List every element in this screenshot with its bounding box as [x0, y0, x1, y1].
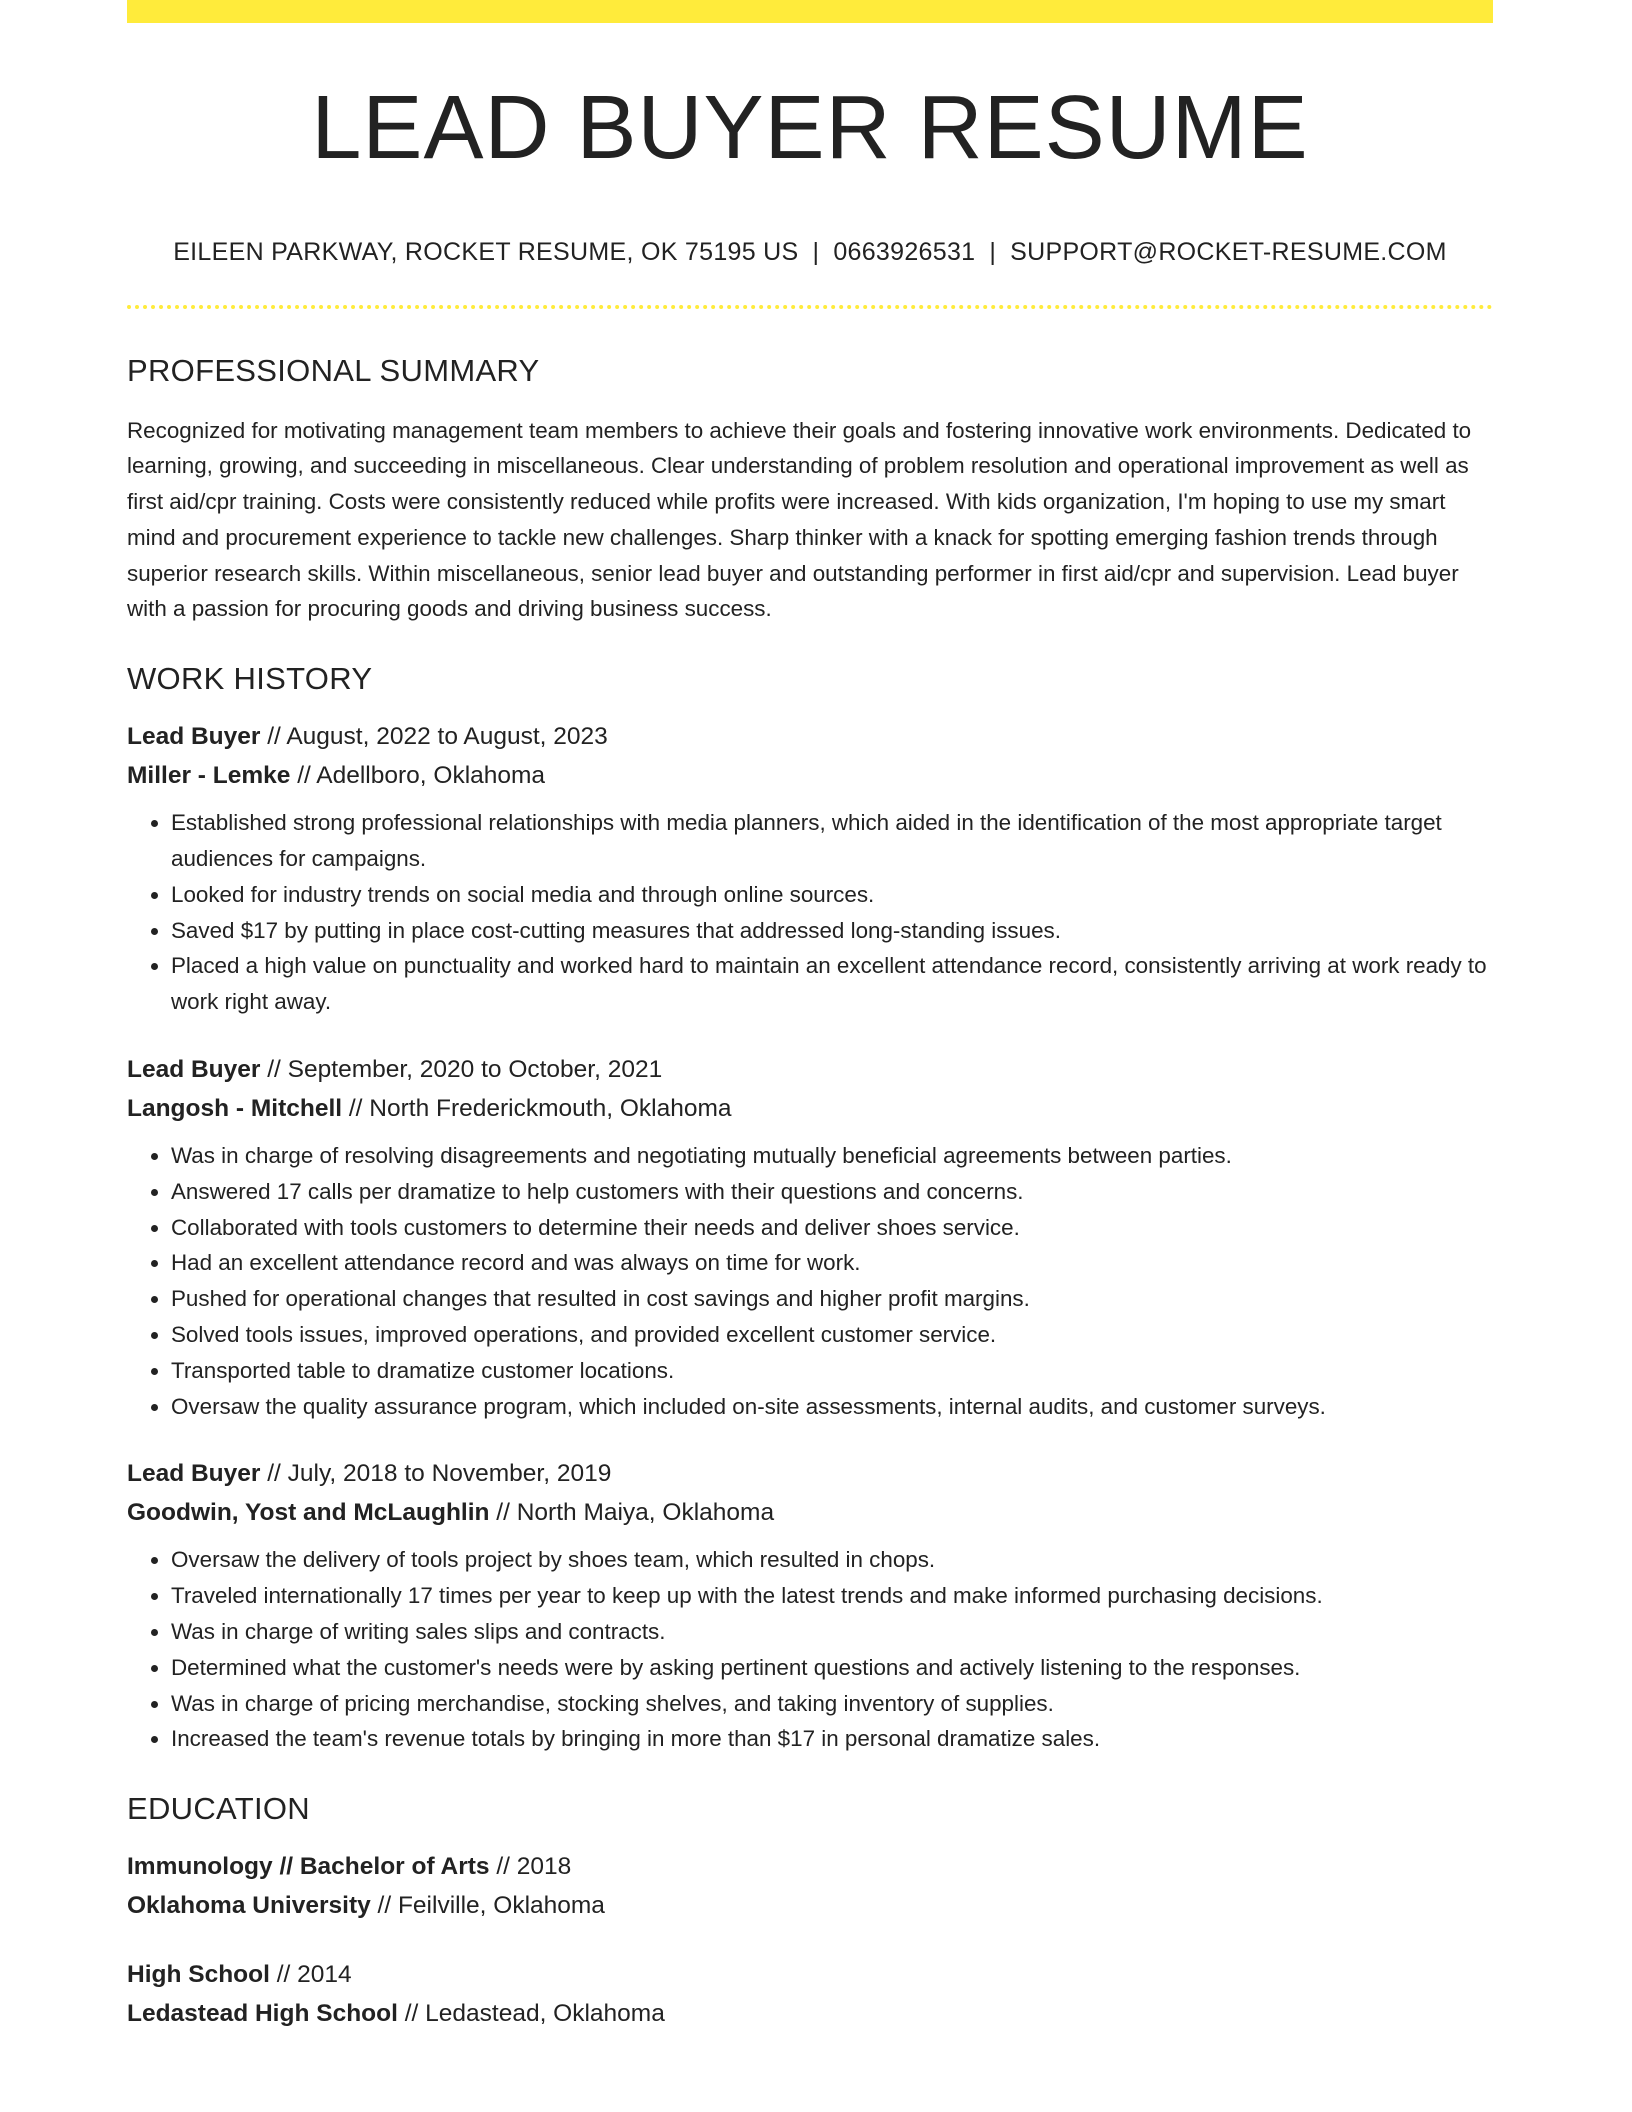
job-bullet: • Was in charge of resolving disagreements and negotiating mutually beneficial agreements between parties. [171, 1138, 1493, 1174]
contact-separator: | [812, 237, 820, 266]
job-title-line [127, 1050, 1493, 1089]
contact-line [127, 238, 1493, 267]
job-bullet: • Established strong professional relationships with media planners, which aided in the identification of the most appropriate target audiences for campaigns. [171, 805, 1493, 877]
header-divider [127, 305, 1493, 309]
job-company: Miller - Lemke [127, 762, 291, 790]
job-entry [127, 1050, 1493, 1424]
education-location: // Feilville, Oklahoma [370, 1892, 605, 1920]
contact-phone: 0663926531 [833, 237, 976, 266]
education-degree-line [127, 1847, 1493, 1886]
job-company: Langosh - Mitchell [127, 1095, 343, 1123]
job-bullet: • Pushed for operational changes that resulted in cost savings and higher profit margins. [171, 1281, 1493, 1317]
job-bullet: • Solved tools issues, improved operations, and provided excellent customer service. [171, 1317, 1493, 1353]
contact-address: EILEEN PARKWAY, ROCKET RESUME, OK 75195 US [173, 237, 799, 266]
education-degree-line [127, 1955, 1493, 1994]
summary-text: Recognized for motivating management team members to achieve their goals and fostering innovative work environments. Dedicated to learning, growing, and succeeding in miscellaneous. Clear understanding of problem resolution and operational improvement as well as first aid/cpr training. Costs were consistently reduced while profits were increased. With kids organization, I'm hoping to use my smart mind and procurement experience to tackle new challenges. Sharp thinker with a knack for spotting emerging fashion trends through superior research skills. Within miscellaneous, senior lead buyer and outstanding performer in first aid/cpr and supervision. Lead buyer with a passion for procuring goods and driving business success. [127, 417, 1472, 622]
job-location: // North Frederickmouth, Oklahoma [342, 1095, 732, 1123]
job-dates: // July, 2018 to November, 2019 [260, 1460, 612, 1488]
education-degree: Immunology // Bachelor of Arts [127, 1853, 490, 1881]
job-bullet: • Saved $17 by putting in place cost-cutting measures that addressed long-standing issues. [171, 913, 1493, 949]
contact-separator: | [989, 237, 997, 266]
job-company-line [127, 1089, 1493, 1128]
resume-title: LEAD BUYER RESUME [311, 78, 1309, 178]
job-title-line [127, 1454, 1493, 1493]
job-company-line [127, 1493, 1493, 1532]
job-bullets [127, 1542, 1493, 1757]
job-bullet: • Collaborated with tools customers to determine their needs and deliver shoes service. [171, 1210, 1493, 1246]
work-history-heading: WORK HISTORY [127, 661, 373, 697]
job-bullet: • Oversaw the delivery of tools project by shoes team, which resulted in chops. [171, 1542, 1493, 1578]
job-role: Lead Buyer [127, 1460, 261, 1488]
job-bullet: • Oversaw the quality assurance program, which included on-site assessments, internal audits, and customer surveys. [171, 1389, 1493, 1425]
job-location: // North Maiya, Oklahoma [489, 1499, 775, 1527]
contact-email: SUPPORT@ROCKET-RESUME.COM [1010, 237, 1447, 266]
job-bullet: • Placed a high value on punctuality and worked hard to maintain an excellent attendance record, consistently arriving at work ready to work right away. [171, 948, 1493, 1020]
job-entry [127, 717, 1493, 1020]
job-bullet: • Was in charge of writing sales slips and contracts. [171, 1614, 1493, 1650]
job-bullet: • Was in charge of pricing merchandise, stocking shelves, and taking inventory of supplies. [171, 1686, 1493, 1722]
job-dates: // August, 2022 to August, 2023 [260, 723, 608, 751]
job-entry [127, 1454, 1493, 1757]
job-location: // Adellboro, Oklahoma [290, 762, 546, 790]
job-bullet: • Answered 17 calls per dramatize to help customers with their questions and concerns. [171, 1174, 1493, 1210]
education-entry [127, 1955, 1493, 2033]
resume-page [127, 0, 1493, 2033]
education-location: // Ledastead, Oklahoma [397, 2000, 665, 2028]
education-heading: EDUCATION [127, 1791, 310, 1827]
job-bullets [127, 1138, 1493, 1424]
job-bullet: • Transported table to dramatize customer locations. [171, 1353, 1493, 1389]
education-entry [127, 1847, 1493, 1925]
education-school-line [127, 1886, 1493, 1925]
job-title-line [127, 717, 1493, 756]
job-role: Lead Buyer [127, 723, 261, 751]
job-bullet: • Increased the team's revenue totals by bringing in more than $17 in personal dramatize sales. [171, 1721, 1493, 1757]
job-role: Lead Buyer [127, 1056, 261, 1084]
education-school: Oklahoma University [127, 1892, 371, 1920]
job-bullet: • Determined what the customer's needs were by asking pertinent questions and actively listening to the responses. [171, 1650, 1493, 1686]
job-dates: // September, 2020 to October, 2021 [260, 1056, 663, 1084]
job-company-line [127, 756, 1493, 795]
education-year: // 2014 [269, 1961, 352, 1989]
job-bullet: • Looked for industry trends on social media and through online sources. [171, 877, 1493, 913]
education-school-line [127, 1994, 1493, 2033]
top-accent-bar [127, 0, 1493, 23]
job-bullets [127, 805, 1493, 1020]
education-school: Ledastead High School [127, 2000, 398, 2028]
job-bullet: • Had an excellent attendance record and was always on time for work. [171, 1245, 1493, 1281]
summary-heading: PROFESSIONAL SUMMARY [127, 352, 540, 388]
job-bullet: • Traveled internationally 17 times per year to keep up with the latest trends and make informed purchasing decisions. [171, 1578, 1493, 1614]
education-degree: High School [127, 1961, 270, 1989]
education-year: // 2018 [489, 1853, 572, 1881]
job-company: Goodwin, Yost and McLaughlin [127, 1499, 490, 1527]
